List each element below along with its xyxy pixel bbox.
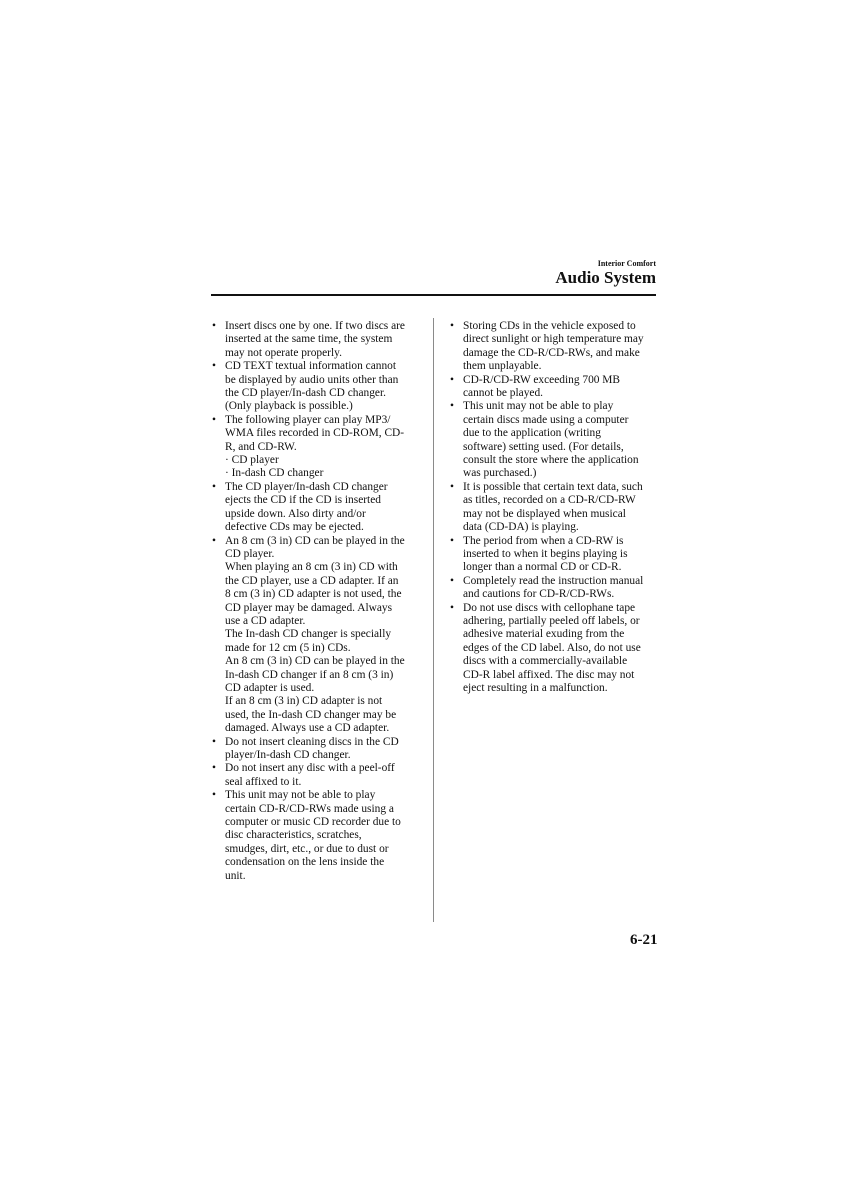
text-line: The CD player/In-dash CD changer [225,480,388,493]
text-line: defective CDs may be ejected. [225,521,364,534]
column-divider [433,318,434,922]
text-line: The In-dash CD changer is specially [225,628,392,641]
bullet-dot: • [450,601,454,614]
text-line: direct sunlight or high temperature may [463,333,644,346]
text-line: use a CD adapter. [225,614,306,627]
text-line: An 8 cm (3 in) CD can be played in the [225,655,405,668]
bullet-item [449,374,659,401]
text-line: WMA files recorded in CD-ROM, CD- [225,427,405,440]
text-line: CD TEXT textual information cannot [225,360,397,373]
text-line: Do not insert cleaning discs in the CD [225,735,399,748]
bullet-dot: • [212,480,216,493]
bullet-dot: • [450,373,454,386]
text-line: edges of the CD label. Also, do not use [463,641,641,654]
text-line: Do not insert any disc with a peel-off [225,762,395,775]
text-line: The period from when a CD-RW is [463,534,624,547]
bullet-item [211,320,421,360]
bullet-dot: • [212,320,216,332]
text-line: longer than a normal CD or CD-R. [463,561,622,574]
text-line: certain discs made using a computer [463,413,629,426]
text-line: as titles, recorded on a CD-R/CD-RW [463,494,636,507]
bullet-dot: • [450,320,454,332]
text-line: certain CD-R/CD-RWs made using a [225,802,394,815]
bullet-dot: • [212,413,216,426]
bullet-item [449,535,659,575]
text-line: be displayed by audio units other than [225,373,399,386]
text-line: inserted to when it begins playing is [463,547,628,560]
section-label: Interior Comfort [597,259,656,268]
sub-item: · In-dash CD changer [225,467,324,480]
bullet-item [449,400,659,480]
text-line: damaged. Always use a CD adapter. [225,722,390,735]
text-line: ejects the CD if the CD is inserted [225,494,381,507]
text-line: CD-R label affixed. The disc may not [463,668,635,681]
text-line: disc characteristics, scratches, [225,829,362,842]
text-line: CD player may be damaged. Always [225,601,393,614]
bullet-item [211,789,421,883]
bullet-item [211,360,421,414]
bullet-item [211,736,421,763]
text-line: If an 8 cm (3 in) CD adapter is not [225,695,383,708]
text-line: adhering, partially peeled off labels, or [463,614,640,627]
text-line: upside down. Also dirty and/or [225,507,366,520]
bullet-item [449,575,659,602]
bullet-item [211,481,421,535]
chapter-title: Audio System [555,268,656,287]
text-line: software) setting used. (For details, [463,440,624,453]
bullet-item [449,320,659,374]
text-line: computer or music CD recorder due to [225,816,401,829]
text-line: condensation on the lens inside the [225,856,385,869]
text-line: was purchased.) [463,467,537,480]
text-line: It is possible that certain text data, such [463,480,643,493]
text-line: CD adapter is used. [225,681,315,694]
text-line: In-dash CD changer if an 8 cm (3 in) [225,668,394,681]
text-line: them unplayable. [463,360,542,373]
bullet-item [449,602,659,696]
text-line: This unit may not be able to play [225,789,376,802]
text-line: data (CD-DA) is playing. [463,521,579,534]
text-line: The following player can play MP3/ [225,413,391,426]
bullet-dot: • [450,534,454,547]
text-line: damage the CD-R/CD-RWs, and make [463,346,640,359]
bullet-dot: • [212,762,216,775]
text-line: adhesive material exuding from the [463,628,625,641]
text-line: consult the store where the application [463,454,639,467]
title-rule [211,294,656,296]
text-line: inserted at the same time, the system [225,333,393,346]
bullet-dot: • [212,360,216,373]
text-line: When playing an 8 cm (3 in) CD with [225,561,398,574]
sub-item: · CD player [225,454,279,467]
text-line: 8 cm (3 in) CD adapter is not used, the [225,588,402,601]
text-line: Completely read the instruction manual [463,574,644,587]
text-line: An 8 cm (3 in) CD can be played in the [225,534,405,547]
text-line: This unit may not be able to play [463,400,614,413]
text-line: smudges, dirt, etc., or due to dust or [225,842,389,855]
text-line: seal affixed to it. [225,775,302,788]
bullet-dot: • [450,400,454,413]
bullet-item [211,535,421,736]
bullet-dot: • [212,735,216,748]
text-line: the CD player, use a CD adapter. If an [225,574,399,587]
text-line: eject resulting in a malfunction. [463,681,608,694]
text-line: unit. [225,869,246,882]
text-line: player/In-dash CD changer. [225,749,351,761]
bullet-item [211,414,421,481]
bullet-dot: • [212,789,216,802]
bullet-dot: • [450,574,454,587]
text-line: discs with a commercially-available [463,655,628,668]
text-line: may not be displayed when musical [463,507,626,520]
text-line: cannot be played. [463,387,544,400]
text-line: R, and CD-RW. [225,440,297,453]
bullet-item [449,481,659,535]
text-line: CD-R/CD-RW exceeding 700 MB [463,373,621,386]
bullet-dot: • [450,480,454,493]
text-line: and cautions for CD-R/CD-RWs. [463,588,615,601]
text-line: Storing CDs in the vehicle exposed to [463,320,636,332]
text-line: may not operate properly. [225,346,342,359]
left-column [211,320,421,883]
text-line: CD player. [225,547,275,560]
right-column [449,320,659,695]
text-line: Insert discs one by one. If two discs are [225,320,405,332]
text-line: due to the application (writing [463,427,601,440]
bullet-item [211,762,421,789]
text-line: Do not use discs with cellophane tape [463,601,636,614]
text-line: used, the In-dash CD changer may be [225,708,397,721]
text-line: made for 12 cm (5 in) CDs. [225,641,351,654]
page-number: 6-21 [630,932,658,948]
bullet-dot: • [212,534,216,547]
text-line: (Only playback is possible.) [225,400,353,413]
text-line: the CD player/In-dash CD changer. [225,387,387,400]
